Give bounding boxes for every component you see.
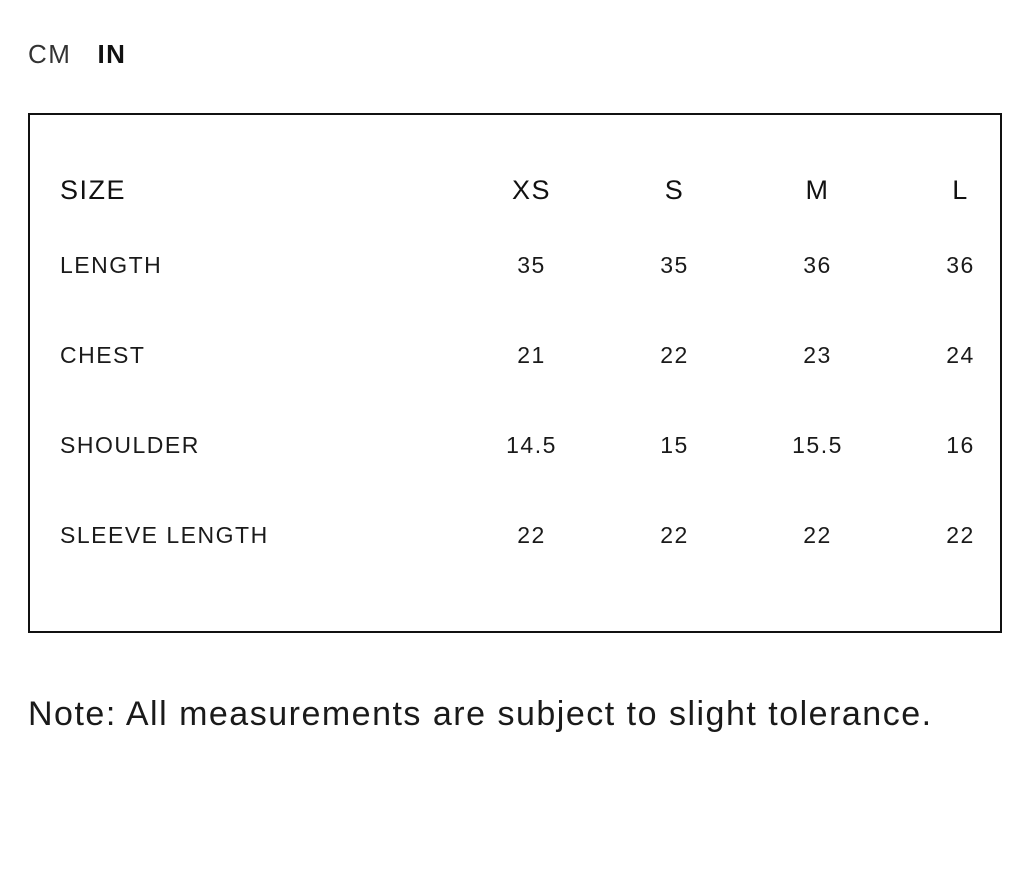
table-header-row [60, 160, 1023, 220]
table-cell: 24 [946, 341, 975, 368]
size-chart-box [28, 113, 1002, 633]
header-size-label: SIZE [60, 174, 127, 205]
unit-tab-in[interactable]: IN [97, 39, 127, 69]
table-row-shoulder [60, 400, 1023, 490]
table-cell: 22 [517, 521, 546, 548]
unit-tab-cm[interactable]: CM [28, 39, 72, 69]
row-label: CHEST [60, 341, 146, 368]
row-label: SHOULDER [60, 431, 200, 458]
row-label: LENGTH [60, 251, 163, 278]
table-row-sleeve-length [60, 490, 1023, 580]
table-cell: 36 [946, 251, 975, 278]
table-row-length [60, 220, 1023, 310]
table-cell: 23 [803, 341, 832, 368]
table-cell: 36 [803, 251, 832, 278]
header-size-l: L [952, 174, 969, 205]
table-cell: 35 [660, 251, 689, 278]
table-cell: 21 [517, 341, 546, 368]
measurement-note: Note: All measurements are subject to slight tolerance. [28, 695, 933, 733]
table-cell: 22 [660, 521, 689, 548]
table-cell: 22 [946, 521, 975, 548]
table-cell: 22 [803, 521, 832, 548]
table-cell: 15.5 [792, 431, 843, 458]
header-size-xs: XS [511, 174, 552, 205]
row-label: SLEEVE LENGTH [60, 521, 269, 548]
unit-toggle [28, 38, 126, 70]
table-cell: 16 [946, 431, 975, 458]
table-cell: 14.5 [506, 431, 557, 458]
table-row-chest [60, 310, 1023, 400]
table-cell: 22 [660, 341, 689, 368]
size-chart-table [60, 160, 1023, 580]
table-cell: 35 [517, 251, 546, 278]
header-size-s: S [664, 174, 685, 205]
header-size-m: M [805, 174, 830, 205]
table-cell: 15 [660, 431, 689, 458]
